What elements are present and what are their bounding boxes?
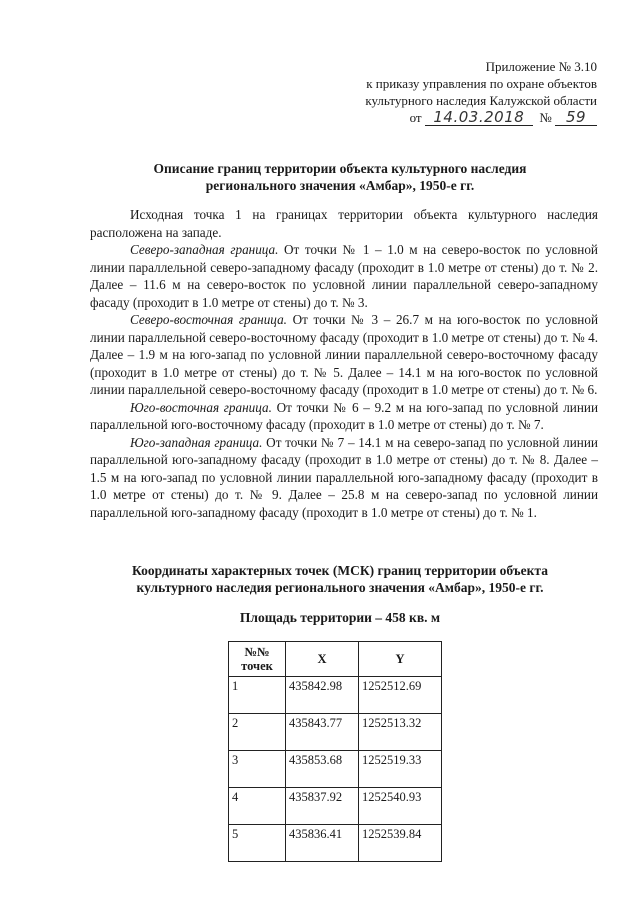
appendix-number: Приложение № 3.10	[485, 59, 597, 74]
coordinates-title-line-1: Координаты характерных точек (МСК) границ территории объекта	[132, 563, 548, 578]
boundary-description	[90, 206, 598, 521]
coordinates-table	[228, 641, 442, 862]
title-line-2: регионального значения «Амбар», 1950-е гг.	[205, 178, 475, 193]
handwritten-number: 59	[555, 110, 597, 126]
header-point-number: №№ точек	[229, 642, 286, 677]
header-y: Y	[359, 642, 442, 677]
table-row	[229, 825, 442, 862]
point-number: 1	[229, 677, 286, 714]
appendix-header	[297, 58, 597, 126]
x-value: 435836.41	[286, 825, 359, 862]
handwritten-date: 14.03.2018	[425, 110, 533, 126]
table-row	[229, 751, 442, 788]
y-value: 1252513.32	[359, 714, 442, 751]
point-number: 2	[229, 714, 286, 751]
date-prefix: от	[409, 110, 422, 125]
section-southwest: Юго-западная граница. От точки № 7 – 14.1 м на северо-запад по условной линии параллельной юго-западному фасаду (проходит в 1.0 метре от стены) до т. № 8. Далее – 1.5 м на юго-запад по условной линии параллельной юго-западному фасаду (проходит в 1.0 метре от стены) до т. № 9. Далее – 25.8 м на северо-запад по условной линии параллельной юго-западному фасаду (проходит в 1.0 метре от стены) до т. № 1.	[90, 434, 598, 520]
point-number: 5	[229, 825, 286, 862]
coordinates-title-line-2: культурного наследия регионального значения «Амбар», 1950-е гг.	[136, 580, 544, 595]
x-value: 435843.77	[286, 714, 359, 751]
table-row	[229, 714, 442, 751]
title-line-1: Описание границ территории объекта культурного наследия	[153, 161, 527, 176]
y-value: 1252539.84	[359, 825, 442, 862]
section-northeast: Северо-восточная граница. От точки № 3 – 26.7 м на юго-восток по условной линии параллельной северо-восточному фасаду (проходит в 1.0 метре от стены) до т. № 4. Далее – 1.9 м на юго-запад по условной линии параллельной северо-восточному фасаду (проходит в 1.0 метре от стены) до т. № 5. Далее – 14.1 м на юго-восток по условной линии параллельной северо-восточному фасаду (проходит в 1.0 метре от стены) до т. № 6.	[90, 312, 598, 397]
x-value: 435837.92	[286, 788, 359, 825]
appendix-order-line: к приказу управления по охране объектов	[366, 76, 597, 91]
appendix-authority-line: культурного наследия Калужской области	[365, 93, 597, 108]
intro-paragraph: Исходная точка 1 на границах территории объекта культурного наследия расположена на западе.	[90, 207, 598, 240]
point-number: 4	[229, 788, 286, 825]
x-value: 435853.68	[286, 751, 359, 788]
table-row	[229, 788, 442, 825]
table-header-row	[229, 642, 442, 677]
y-value: 1252519.33	[359, 751, 442, 788]
coordinates-title	[90, 562, 590, 596]
area-heading: Площадь территории – 458 кв. м	[239, 610, 441, 625]
appendix-date-number-line	[297, 109, 597, 126]
header-x: X	[286, 642, 359, 677]
x-value: 435842.98	[286, 677, 359, 714]
section-southeast: Юго-восточная граница. От точки № 6 – 9.2 м на юго-запад по условной линии параллельной юго-восточному фасаду (проходит в 1.0 метре от стены) до т. № 7.	[90, 399, 599, 432]
table-row	[229, 677, 442, 714]
document-title	[90, 160, 590, 194]
y-value: 1252540.93	[359, 788, 442, 825]
number-prefix: №	[539, 110, 552, 125]
point-number: 3	[229, 751, 286, 788]
y-value: 1252512.69	[359, 677, 442, 714]
section-northwest: Северо-западная граница. От точки № 1 – 1.0 м на северо-восток по условной линии параллельной северо-западному фасаду (проходит в 1.0 метре от стены) до т. № 2. Далее – 11.6 м на северо-восток по условной линии параллельной северо-западному фасаду (проходит в 1.0 метре от стены) до т. № 3.	[90, 242, 598, 310]
